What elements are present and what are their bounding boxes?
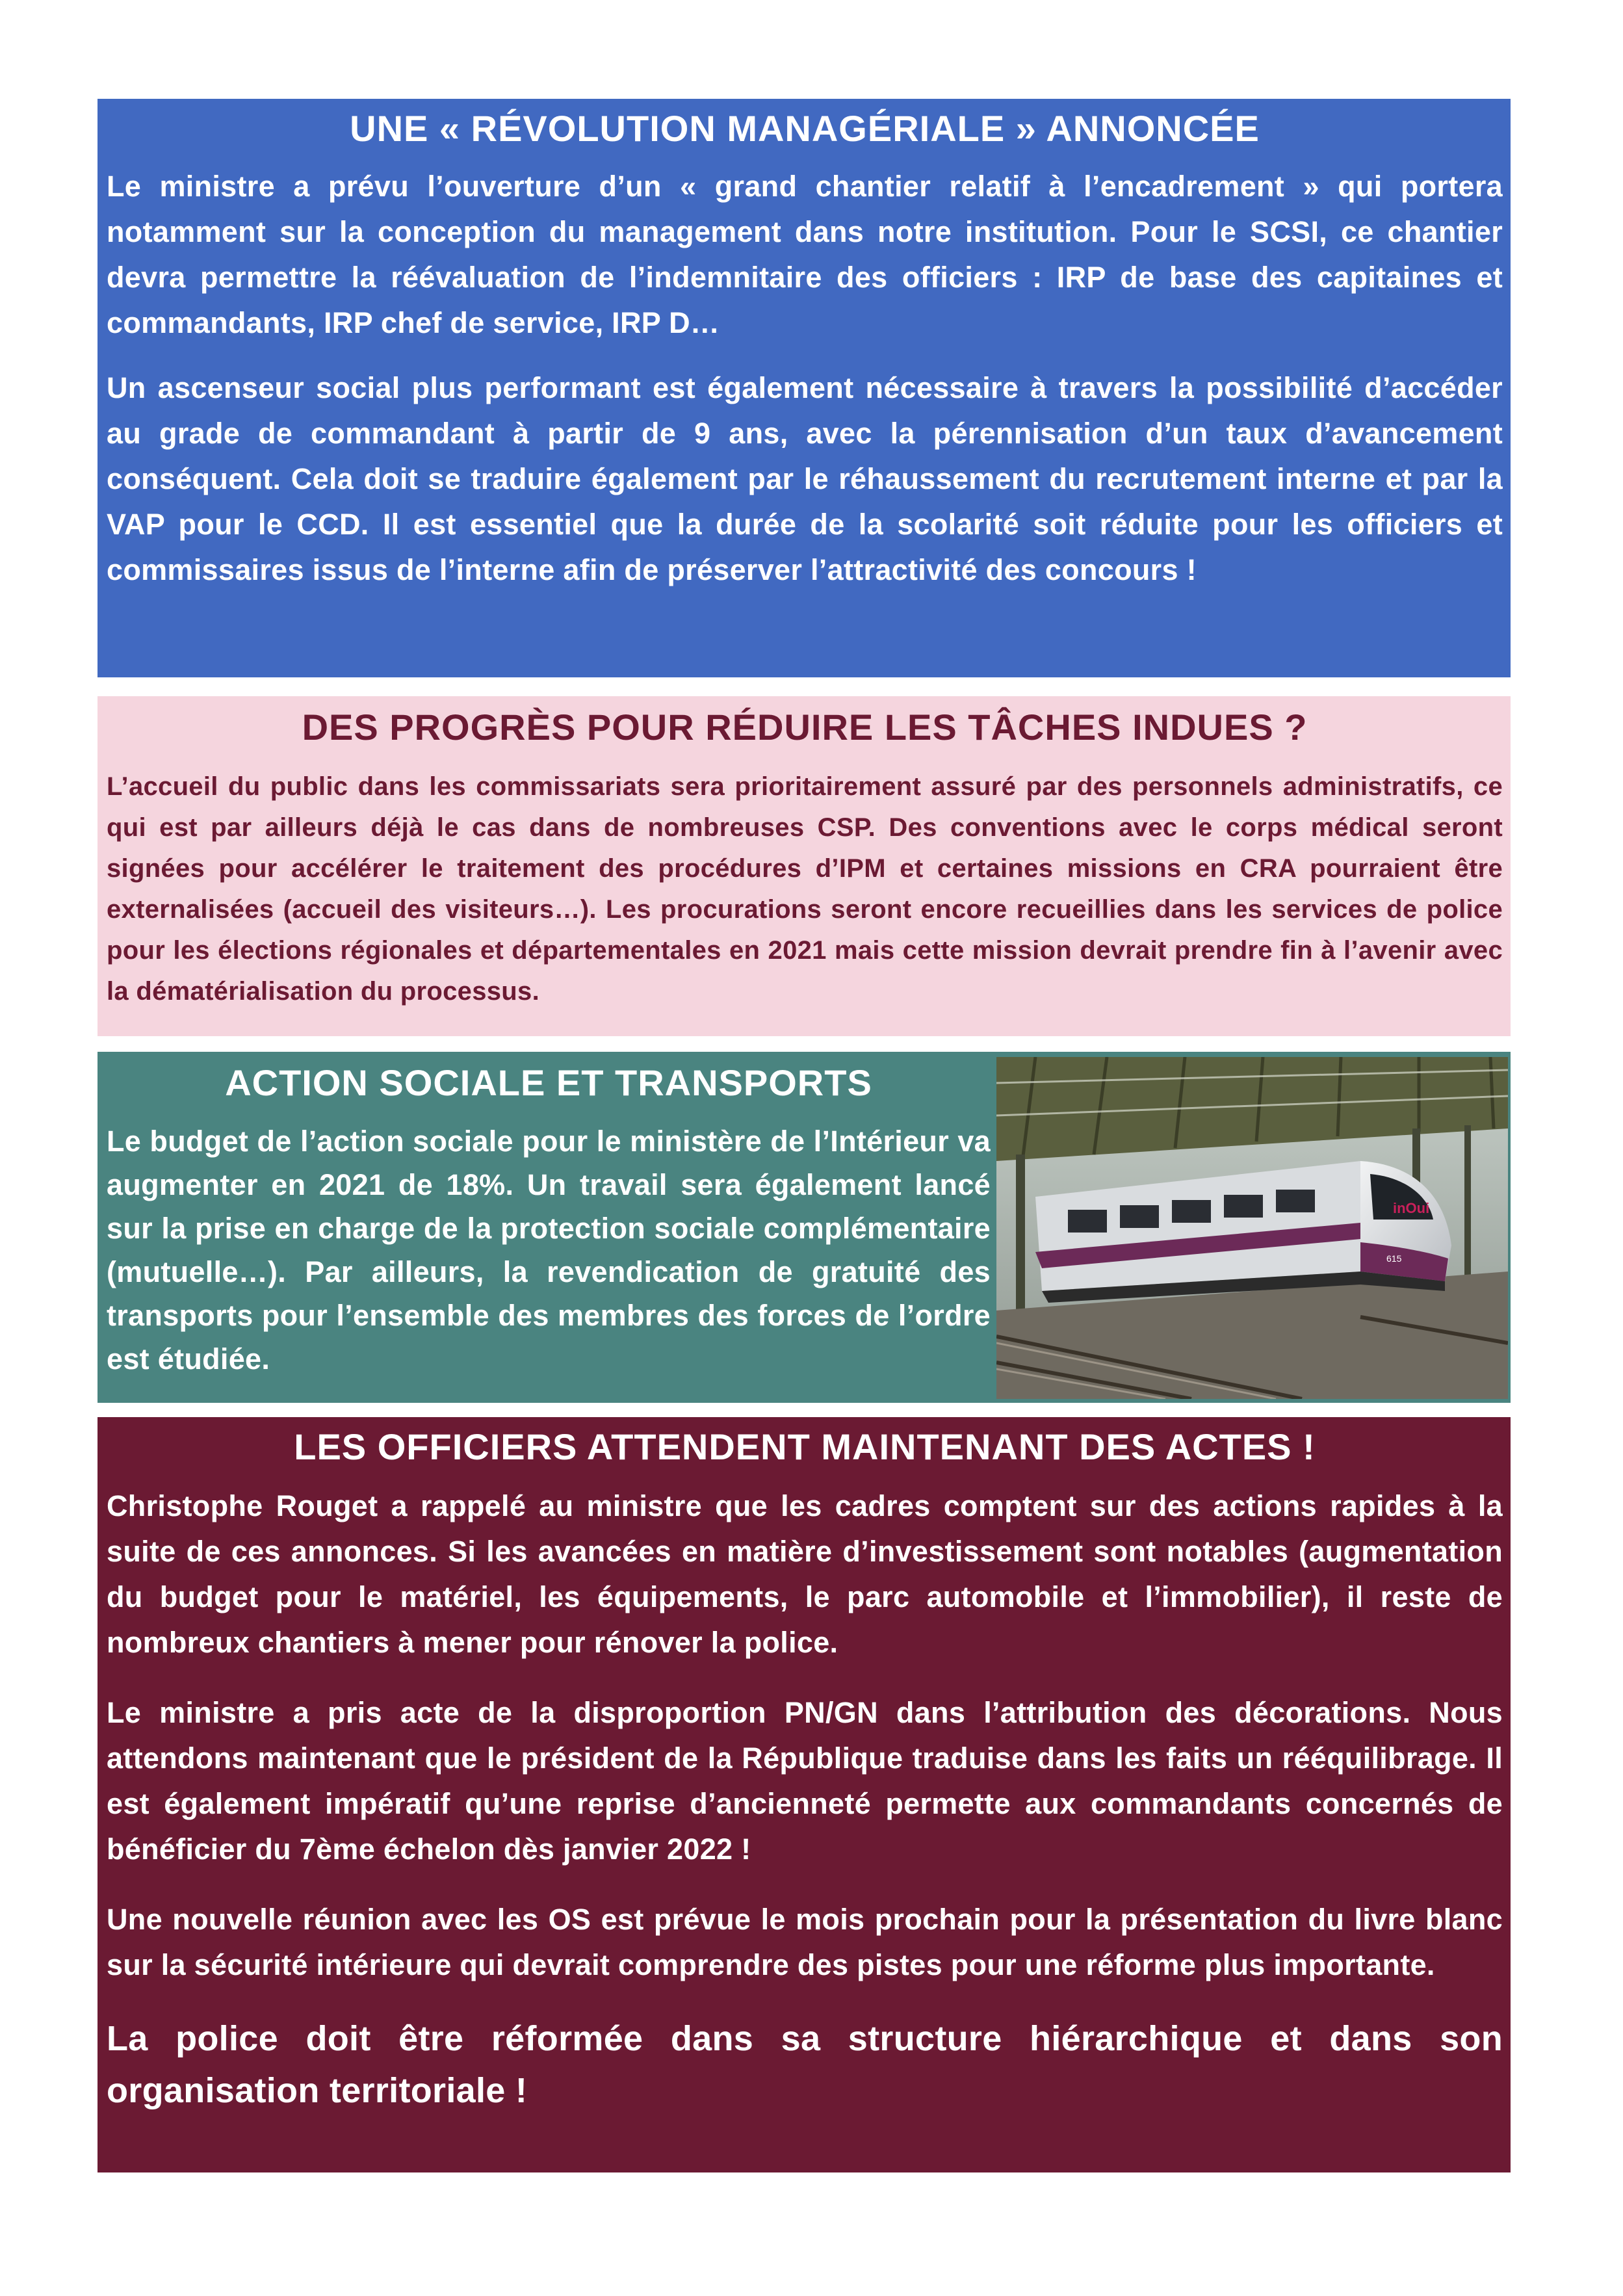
paragraph: Christophe Rouget a rappelé au ministre que les cadres comptent sur des actions rapides à la suite de ces annonces. Si les avancées en matière d’investissement sont notables (augmentation du budget pour le matériel, les équipements, le parc automobile et l’immobilier), il reste de nombreux chantiers à mener pour rénover la police. xyxy=(107,1489,1503,1660)
closing-statement: La police doit être réformée dans sa structure hiérarchique et dans son organisation territoriale ! xyxy=(107,2019,1503,2111)
paragraph: Le budget de l’action sociale pour le ministère de l’Intérieur va augmenter en 2021 de 18%. Un travail sera également lancé sur la prise en charge de la protection sociale complémentaire (mutuelle…). Par ailleurs, la revendication de gratuité des transports pour l’ensemble des membres des forces de l’ordre est étudiée. xyxy=(107,1125,991,1376)
paragraph: Un ascenseur social plus performant est également nécessaire à travers la possibilité d’accéder au grade de commandant à partir de 9 ans, avec la pérennisation d’un taux d’avancement conséquent. Cela doit se traduire également par le réhaussement du recrutement interne et par la VAP pour le CCD. Il est essentiel que la durée de la scolarité soit réduite pour les officiers et commissaires issus de l’interne afin de préserver l’attractivité des concours ! xyxy=(107,371,1503,587)
section-text-column xyxy=(107,1058,991,1381)
section-title: UNE « RÉVOLUTION MANAGÉRIALE » ANNONCÉE xyxy=(350,108,1260,149)
train-photo xyxy=(996,1057,1508,1399)
paragraph: Le ministre a pris acte de la disproportion PN/GN dans l’attribution des décorations. Nous attendons maintenant que le président de la République traduise dans les faits un rééquilibrage. Il est également impératif qu’une reprise d’ancienneté permette aux commandants concernés de bénéficier du 7ème échelon dès janvier 2022 ! xyxy=(107,1696,1503,1866)
section-officiers-actes xyxy=(97,1417,1511,2172)
section-title: LES OFFICIERS ATTENDENT MAINTENANT DES ACTES ! xyxy=(294,1426,1316,1467)
svg-text:inOui: inOui xyxy=(1393,1200,1430,1216)
section-title: DES PROGRÈS POUR RÉDUIRE LES TÂCHES INDUES ? xyxy=(302,707,1308,748)
section-revolution-manageriale xyxy=(97,99,1511,677)
paragraph: Une nouvelle réunion avec les OS est prévue le mois prochain pour la présentation du livre blanc sur la sécurité intérieure qui devrait comprendre des pistes pour une réforme plus importante. xyxy=(107,1903,1503,1982)
section-title: ACTION SOCIALE ET TRANSPORTS xyxy=(225,1062,872,1103)
section-taches-indues xyxy=(97,696,1511,1036)
section-action-sociale xyxy=(97,1052,1511,1403)
paragraph: L’accueil du public dans les commissariats sera prioritairement assuré par des personnels administratifs, ce qui est par ailleurs déjà le cas dans de nombreuses CSP. Des conventions avec le corps médical seront signées pour accélérer le traitement des procédures d’IPM et certaines missions en CRA pourraient être externalisées (accueil des visiteurs…). Les procurations seront encore recueillies dans les services de police pour les élections régionales et départementales en 2021 mais cette mission devrait prendre fin à l’avenir avec la dématérialisation du processus. xyxy=(107,772,1503,1006)
paragraph: Le ministre a prévu l’ouverture d’un « grand chantier relatif à l’encadrement » qui portera notamment sur la conception du management dans notre institution. Pour le SCSI, ce chantier devra permettre la réévaluation de l’indemnitaire des officiers : IRP de base des capitaines et commandants, IRP chef de service, IRP D… xyxy=(107,170,1503,340)
svg-text:615: 615 xyxy=(1386,1253,1402,1264)
